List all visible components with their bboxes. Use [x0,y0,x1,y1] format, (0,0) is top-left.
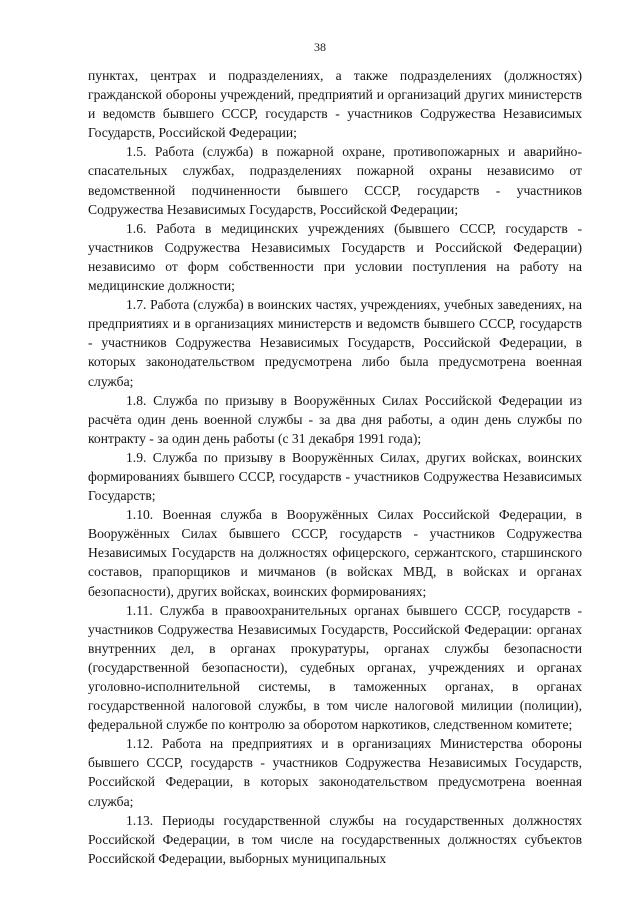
paragraph-1-12: 1.12. Работа на предприятиях и в организациях Министерства обороны бывшего СССР, государств - участников Содружества Независимых Государств, Российской Федерации, в которых законодательством предусмотрена военная служба; [88,736,582,809]
document-body [88,66,582,868]
paragraph-1-9: 1.9. Служба по призыву в Вооружённых Силах, других войсках, воинских формированиях бывшего СССР, государств - участников Содружества Независимых Государств; [88,449,582,504]
paragraph-1-5: 1.5. Работа (служба) в пожарной охране, противопожарных и аварийно-спасательных службах, подразделениях пожарной охраны независимо от ведомственной подчиненности бывшего СССР, государств - участников Содружества Независимых Государств, Российской Федерации; [88,144,582,217]
paragraph-1-8: 1.8. Служба по призыву в Вооружённых Силах Российской Федерации из расчёта один день военной службы - за два дня работы, а один день службы по контракту - за один день работы (с 31 декабря 1991 года); [88,392,582,446]
paragraph-continuation: пунктах, центрах и подразделениях, а также подразделениях (должностях) гражданской обороны учреждений, предприятий и организаций других министерств и ведомств бывшего СССР, государств - участников Содружества Независимых Государств, Российской Федерации; [88,68,582,141]
page-number: 38 [314,40,326,54]
paragraph-1-10: 1.10. Военная служба в Вооружённых Силах Российской Федерации, в Вооружённых Силах бывшего СССР, государств - участников Содружества Независимых Государств на должностях офицерского, сержантского, старшинского составов, прапорщиков и мичманов (в войсках МВД, в войсках и органах безопасности), других войсках, воинских формированиях; [88,507,582,599]
paragraph-1-11: 1.11. Служба в правоохранительных органах бывшего СССР, государств - участников Содружества Независимых Государств, Российской Федерации: органах внутренних дел, в органах прокуратуры, органах службы безопасности (государственной безопасности), судебных органах, учреждениях и органах уголовно-исполнительной системы, в таможенных органах, в органах государственной налоговой службы, в том числе налоговой милиции (полиции), федеральной службе по контролю за оборотом наркотиков, следственном комитете; [88,602,582,733]
paragraph-1-13: 1.13. Периоды государственной службы на государственных должностях Российской Федерации, в том числе на государственных должностях субъектов Российской Федерации, выборных муниципальных [88,812,582,866]
paragraph-1-6: 1.6. Работа в медицинских учреждениях (бывшего СССР, государств - участников Содружества Независимых Государств и Российской Федерации) независимо от форм собственности при условии поступления на работу на медицинские должности; [88,220,582,294]
paragraph-1-7: 1.7. Работа (служба) в воинских частях, учреждениях, учебных заведениях, на предприятиях и в организациях министерств и ведомств бывшего СССР, государств - участников Содружества Независимых Государств, Российской Федерации, в которых законодательством предусмотрена либо была предусмотрена военная служба; [88,297,582,389]
